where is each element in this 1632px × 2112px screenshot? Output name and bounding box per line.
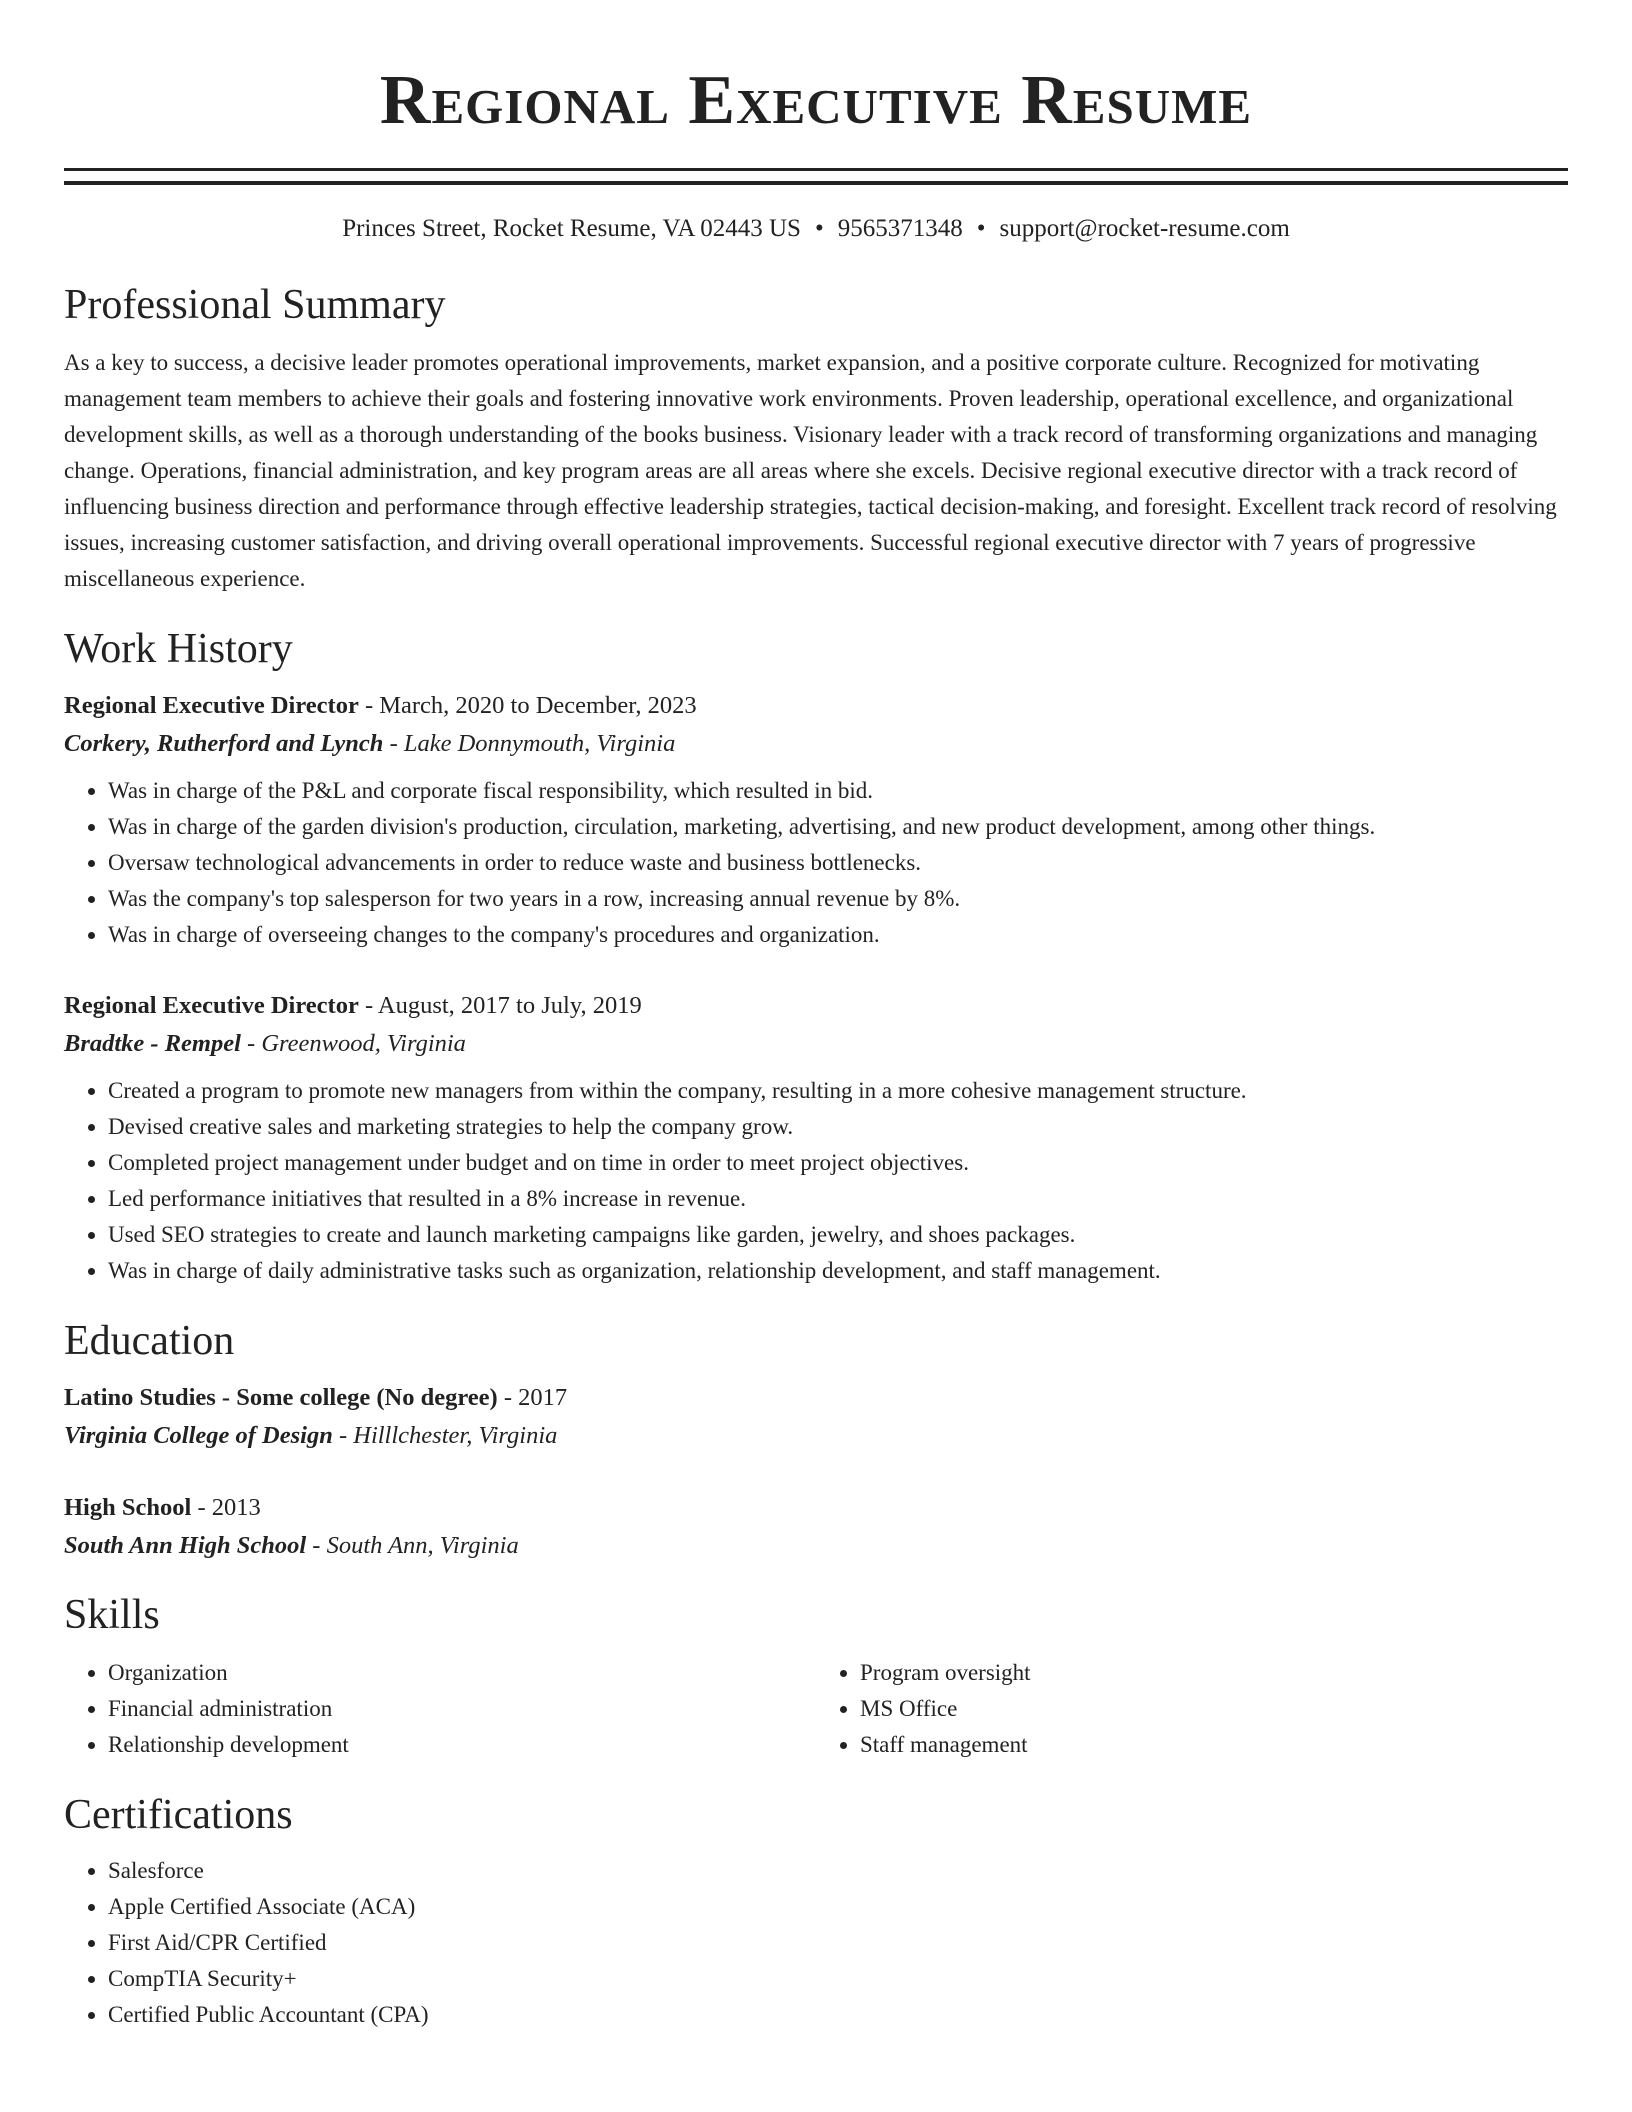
job-duties-list xyxy=(64,773,1568,953)
education-year: - 2017 xyxy=(497,1384,568,1411)
list-item: • Was in charge of daily administrative tasks such as organization, relationship development, and staff management. xyxy=(108,1253,1568,1289)
list-item: • MS Office xyxy=(860,1691,1568,1727)
list-item: • Was in charge of the garden division's production, circulation, marketing, advertising, and new product development, among other things. xyxy=(108,809,1568,845)
education-degree: Latino Studies - Some college (No degree) xyxy=(64,1384,498,1411)
contact-line xyxy=(64,213,1568,245)
list-item: • Staff management xyxy=(860,1727,1568,1763)
list-item: • Salesforce xyxy=(108,1853,1568,1889)
list-item: • Was in charge of overseeing changes to the company's procedures and organization. xyxy=(108,917,1568,953)
job-entry xyxy=(64,987,1568,1289)
education-school: Virginia College of Design xyxy=(64,1422,333,1449)
list-item: • Certified Public Accountant (CPA) xyxy=(108,1997,1568,2033)
summary-text: As a key to success, a decisive leader promotes operational improvements, market expansion, and a positive corporate culture. Recognized for motivating management team members to achieve their goals and fostering innovative work environments. Proven leadership, operational excellence, and organizational development skills, as well as a thorough understanding of the books business. Visionary leader with a track record of transforming organizations and managing change. Operations, financial administration, and key program areas are all areas where she excels. Decisive regional executive director with a track record of influencing business direction and performance through effective leadership strategies, tactical decision-making, and foresight. Excellent track record of resolving issues, increasing customer satisfaction, and driving overall operational improvements. Successful regional executive director with 7 years of progressive miscellaneous experience. xyxy=(64,350,1557,591)
list-item: • Devised creative sales and marketing strategies to help the company grow. xyxy=(108,1109,1568,1145)
job-dates: - March, 2020 to December, 2023 xyxy=(358,692,697,719)
contact-separator: • xyxy=(976,215,986,242)
list-item: • CompTIA Security+ xyxy=(108,1961,1568,1997)
job-entry xyxy=(64,687,1568,953)
list-item: • Financial administration xyxy=(108,1691,816,1727)
list-item: • Was the company's top salesperson for two years in a row, increasing annual revenue by 8%. xyxy=(108,881,1568,917)
skills-list-right xyxy=(816,1655,1568,1763)
education-location: - South Ann, Virginia xyxy=(306,1532,519,1559)
resume-title: Regional Executive Resume xyxy=(379,62,1253,139)
list-item: • Completed project management under budget and on time in order to meet project objectives. xyxy=(108,1145,1568,1181)
certifications-list xyxy=(64,1853,1568,2033)
job-duties-list xyxy=(64,1073,1568,1289)
list-item: • Used SEO strategies to create and launch marketing campaigns like garden, jewelry, and shoes packages. xyxy=(108,1217,1568,1253)
skills-heading: Skills xyxy=(64,1592,160,1638)
list-item: • Was in charge of the P&L and corporate fiscal responsibility, which resulted in bid. xyxy=(108,773,1568,809)
education-heading: Education xyxy=(64,1318,235,1364)
contact-phone: 9565371348 xyxy=(837,215,963,242)
job-company-line xyxy=(64,1025,1568,1063)
education-school-line xyxy=(64,1527,1568,1565)
contact-separator: • xyxy=(814,215,824,242)
job-location: - Greenwood, Virginia xyxy=(240,1030,466,1057)
education-degree-line xyxy=(64,1379,1568,1417)
list-item: • Apple Certified Associate (ACA) xyxy=(108,1889,1568,1925)
title-double-rule xyxy=(64,168,1568,185)
job-title-line xyxy=(64,987,1568,1025)
list-item: • Program oversight xyxy=(860,1655,1568,1691)
list-item: • Organization xyxy=(108,1655,816,1691)
list-item: • Oversaw technological advancements in order to reduce waste and business bottlenecks. xyxy=(108,845,1568,881)
job-location: - Lake Donnymouth, Virginia xyxy=(383,730,676,757)
job-title: Regional Executive Director xyxy=(64,692,359,719)
education-entry xyxy=(64,1489,1568,1565)
education-location: - Hilllchester, Virginia xyxy=(332,1422,558,1449)
job-company-line xyxy=(64,725,1568,763)
list-item: • Led performance initiatives that resulted in a 8% increase in revenue. xyxy=(108,1181,1568,1217)
list-item: • First Aid/CPR Certified xyxy=(108,1925,1568,1961)
education-entry xyxy=(64,1379,1568,1455)
education-degree-line xyxy=(64,1489,1568,1527)
skills-grid xyxy=(64,1655,1568,1763)
skills-list-left xyxy=(64,1655,816,1763)
certifications-heading: Certifications xyxy=(64,1792,293,1838)
job-company: Bradtke - Rempel xyxy=(64,1030,241,1057)
job-title-line xyxy=(64,687,1568,725)
contact-address: Princes Street, Rocket Resume, VA 02443 US xyxy=(342,215,801,242)
list-item: • Relationship development xyxy=(108,1727,816,1763)
job-title: Regional Executive Director xyxy=(64,992,359,1019)
work-history-heading: Work History xyxy=(64,626,293,672)
education-year: - 2013 xyxy=(191,1494,261,1521)
job-dates: - August, 2017 to July, 2019 xyxy=(358,992,642,1019)
list-item: • Created a program to promote new managers from within the company, resulting in a more cohesive management structure. xyxy=(108,1073,1568,1109)
education-degree: High School xyxy=(64,1494,192,1521)
education-school-line xyxy=(64,1417,1568,1455)
contact-email: support@rocket-resume.com xyxy=(999,215,1290,242)
job-company: Corkery, Rutherford and Lynch xyxy=(64,730,384,757)
summary-heading: Professional Summary xyxy=(64,282,446,328)
education-school: South Ann High School xyxy=(64,1532,307,1559)
